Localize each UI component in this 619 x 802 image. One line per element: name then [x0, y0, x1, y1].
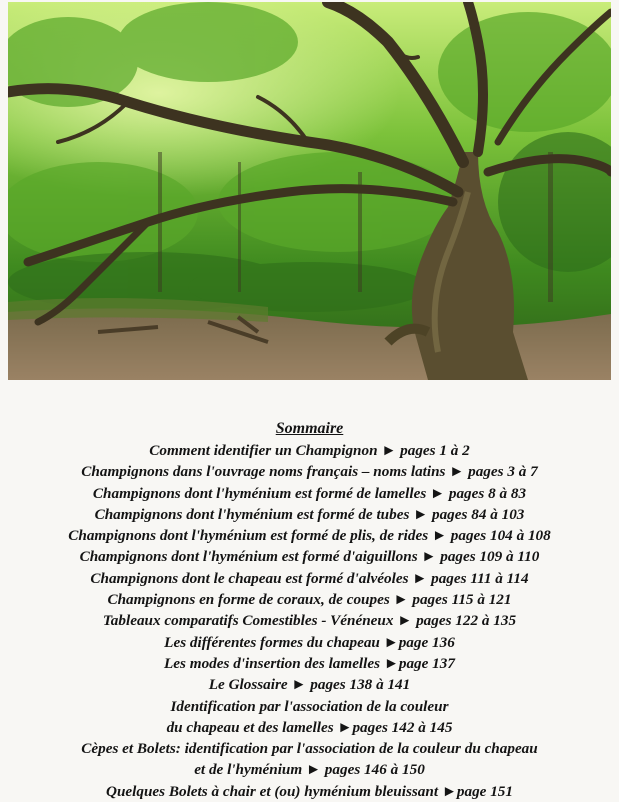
toc-entry: Cèpes et Bolets: identification par l'association de la couleur du chapeau — [81, 740, 538, 758]
forest-tree-photo — [8, 2, 611, 380]
toc-entry: Champignons dont l'hyménium est formé de tubes ► pages 84 à 103 — [94, 505, 525, 523]
toc-entry: Champignons dont l'hyménium est formé d'aiguillons ► pages 109 à 110 — [79, 548, 540, 566]
toc-entry: Quelques Bolets à chair et (ou) hyménium bleuissant ►page 151 — [106, 782, 513, 800]
toc-entry: Les modes d'insertion des lamelles ►page 137 — [164, 654, 455, 672]
toc-title: Sommaire — [275, 420, 344, 437]
toc-entry: du chapeau et des lamelles ►pages 142 à 145 — [166, 718, 453, 736]
toc-entry: Tableaux comparatifs Comestibles - Vénéneux ► pages 122 à 135 — [102, 612, 517, 630]
toc-entry: Champignons en forme de coraux, de coupes ► pages 115 à 121 — [107, 591, 512, 609]
toc-entry: Champignons dont le chapeau est formé d'alvéoles ► pages 111 à 114 — [90, 569, 529, 587]
toc-entry: Les différentes formes du chapeau ►page 136 — [164, 633, 455, 651]
table-of-contents — [0, 418, 619, 802]
toc-entry: et de l'hyménium ► pages 146 à 150 — [194, 761, 425, 779]
toc-entry: Comment identifier un Champignon ► pages 1 à 2 — [149, 442, 470, 459]
toc-entry: Champignons dont l'hyménium est formé de lamelles ► pages 8 à 83 — [92, 484, 527, 502]
toc-entry: Le Glossaire ► pages 138 à 141 — [208, 676, 411, 694]
toc-entry: Champignons dont l'hyménium est formé de plis, de rides ► pages 104 à 108 — [68, 527, 551, 545]
toc-entry: Identification par l'association de la couleur — [170, 697, 449, 715]
toc-entry: Champignons dans l'ouvrage noms français – noms latins ► pages 3 à 7 — [81, 463, 538, 481]
